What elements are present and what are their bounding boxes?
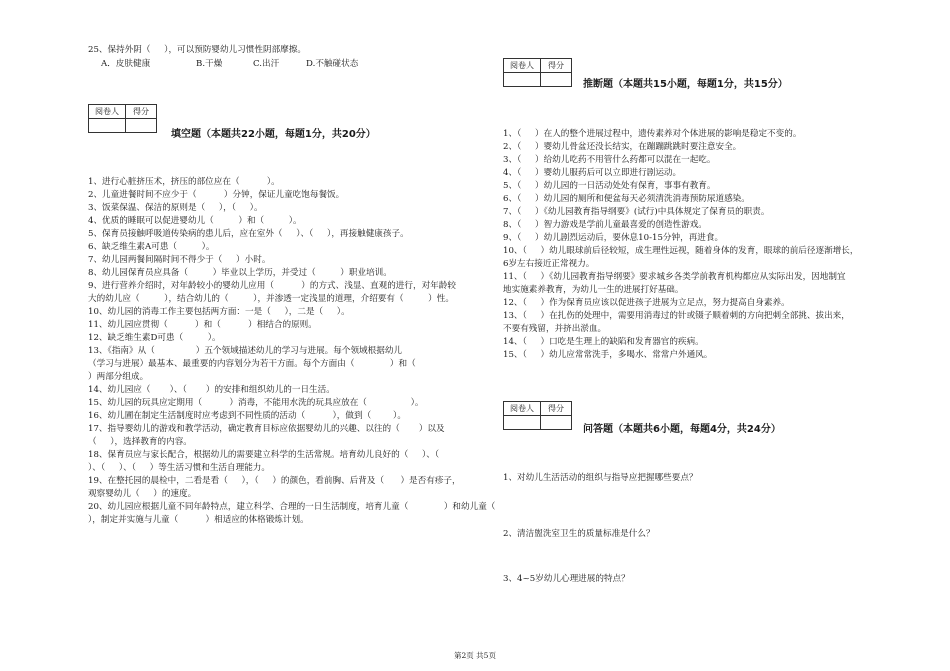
score-cell [126, 119, 157, 133]
q25-option-d: D.不触碰状态 [306, 59, 359, 69]
question-line: 6、（ ）幼儿园的厕所和便盆每天必须清洗消毒预防尿道感染。 [503, 194, 750, 204]
question-line: 观察婴幼儿（ ）的速度。 [88, 489, 197, 499]
qa-score-box [503, 401, 572, 430]
question-line: 6、缺乏维生素A可患（ ）。 [88, 242, 215, 252]
question-line: 5、（ ）幼儿园的一日活动处处有保育，事事有教育。 [503, 181, 716, 191]
question-line: 5、保育员接触呼吸道传染病的患儿后，应在室外（ ）、（ ），再接触健康孩子。 [88, 229, 409, 239]
judge-section-title: 推断题（本题共15小题，每题1分，共15分） [583, 79, 788, 90]
question-line: 11、（ ）《幼儿园教育指导纲要》要求城乡各类学前教育机构都应从实际出发，因地制宜 [503, 272, 846, 282]
judge-question-list [503, 128, 915, 362]
qa-question-3: 3、4~5岁幼儿心理进展的特点？ [503, 574, 630, 584]
question-line: 3、（ ）给幼儿吃药不用管什么药都可以混在一起吃。 [503, 155, 716, 165]
question-line: 17、指导婴幼儿的游戏和教学活动，确定教育目标应依据婴幼儿的兴趣、以往的（ ）以及 [88, 424, 445, 434]
question-line: 9、（ ）幼儿剧烈运动后，要休息10-15分钟，再进食。 [503, 233, 724, 243]
question-line: 1、（ ）在人的整个进展过程中，遗传素养对个体进展的影响是稳定不变的。 [503, 129, 802, 139]
q25-option-c: C.出汗 [253, 59, 280, 69]
question-line: 20、幼儿园应根据儿童不同年龄特点，建立科学、合理的一日生活制度，培育儿童（ ）和幼儿童（ [88, 502, 496, 512]
question-line: 13、《指南》从（ ）五个领域描述幼儿的学习与进展。每个领域根据幼儿 [88, 346, 403, 356]
score-label: 得分 [541, 59, 572, 73]
judge-score-box [503, 58, 572, 87]
score-label: 得分 [541, 402, 572, 416]
question-line: 11、幼儿园应贯彻（ ）和（ ）相结合的原则。 [88, 320, 317, 330]
qa-question-2: 2、清洁盥洗室卫生的质量标准是什么？ [503, 529, 655, 539]
fill-score-box [88, 104, 157, 133]
question-line: 15、（ ）幼儿应常常洗手，多喝水、常常户外通风。 [503, 350, 713, 360]
page-footer: 第2页 共5页 [454, 651, 496, 660]
qa-section-title: 问答题（本题共6小题，每题4分，共24分） [583, 424, 781, 435]
question-line: 不要有残留，并挤出淤血。 [503, 324, 607, 334]
question-line: 8、（ ）智力游戏是学前儿童最喜爱的创造性游戏。 [503, 220, 707, 230]
q25-option-a: A．皮肤健康 [101, 59, 151, 69]
qa-question-1: 1、对幼儿生活活动的组织与指导应把握哪些要点？ [503, 473, 698, 483]
reviewer-label: 阅卷人 [504, 59, 541, 73]
question-line: 15、幼儿园的玩具应定期用（ ）消毒，不能用水洗的玩具应放在（ ）。 [88, 398, 424, 408]
question-line: 大的幼儿应（ ），结合幼儿的（ ），并渗透一定浅显的道理，介绍要有（ ）性。 [88, 294, 454, 304]
question-line: 13、（ ）在扎伤的处理中，需要用消毒过的针或镊子顺着刺的方向把刺全部挑、拔出来， [503, 311, 850, 321]
reviewer-cell [504, 416, 541, 430]
question-line: ）两部分组成。 [88, 372, 149, 382]
question-line: 10、（ ）幼儿眼球前后径较短，成生理性远视，随着身体的发育，眼球的前后径逐渐增长， [503, 246, 859, 256]
score-label: 得分 [126, 105, 157, 119]
fill-section-title: 填空题（本题共22小题，每题1分，共20分） [171, 129, 376, 140]
question-line: ）、（ ）、（ ）等生活习惯和生活自理能力。 [88, 463, 270, 473]
reviewer-label: 阅卷人 [504, 402, 541, 416]
score-cell [541, 416, 572, 430]
question-line: 8、幼儿园保育员应具备（ ）毕业以上学历，并受过（ ）职业培训。 [88, 268, 392, 278]
question-line: 4、（ ）婴幼儿服药后可以立即进行剧运动。 [503, 168, 682, 178]
question-line: 9、进行营养介绍时，对年龄较小的婴幼儿应用（ ）的方式、浅显、直观的进行，对年龄较 [88, 281, 456, 291]
question-line: 2、儿童进餐时间不应少于（ ）分钟，保证儿童吃饱每餐饭。 [88, 190, 345, 200]
q25-stem: 25、保持外阴（ ），可以预防婴幼儿习惯性阴部摩擦。 [88, 45, 306, 55]
reviewer-cell [504, 73, 541, 87]
fill-question-list [88, 176, 500, 527]
question-line: 14、（ ）口吃是生理上的缺陷和发育器官的疾病。 [503, 337, 704, 347]
question-line: 12、（ ）作为保育员应该以促进孩子进展为立足点，努力提高自身素养。 [503, 298, 790, 308]
reviewer-label: 阅卷人 [89, 105, 126, 119]
reviewer-cell [89, 119, 126, 133]
question-line: 2、（ ）婴幼儿骨盆还没长结实，在蹦蹦跳跳时要注意安全。 [503, 142, 742, 152]
question-line: 12、缺乏维生素D可患（ ）。 [88, 333, 221, 343]
question-line: （ ），选择教育的内容。 [88, 437, 192, 447]
question-line: 6岁左右接近正常视力。 [503, 259, 595, 269]
question-line: 10、幼儿园的消毒工作主要包括两方面：一是（ ），二是（ ）。 [88, 307, 350, 317]
question-line: 16、幼儿圃在制定生活制度时应考虑到不同性质的活动（ ），做到（ ）。 [88, 411, 406, 421]
question-line: 地实施素养教育，为幼儿一生的进展打好基础。 [503, 285, 684, 295]
question-line: 4、优质的睡眠可以促进婴幼儿（ ）和（ ）。 [88, 216, 302, 226]
question-line: 7、（ ）《幼儿园教育指导纲要》(试行)中具体规定了保育员的职责。 [503, 207, 770, 217]
question-line: 7、幼儿园两餐间隔时间不得少于（ ）小时。 [88, 255, 271, 265]
question-line: 18、保育员应与家长配合，根据幼儿的需要建立科学的生活常规。培育幼儿良好的（ ）、（ [88, 450, 440, 460]
q25-option-b: B.干燥 [196, 59, 223, 69]
question-line: ），制定并实施与儿童（ ）相适应的体格锻炼计划。 [88, 515, 309, 525]
question-line: 3、饭菜保温、保洁的原则是（ ），（ ）。 [88, 203, 263, 213]
score-cell [541, 73, 572, 87]
question-line: （学习与进展）最基本、最重要的内容划分为若干方面。每个方面由（ ）和（ [88, 359, 416, 369]
question-line: 19、在整托园的晨检中，二看是看（ ），（ ）的颜色，看前胸、后背及（ ）是否有疹子， [88, 476, 461, 486]
question-line: 1、进行心脏挤压术，挤压的部位应在（ ）。 [88, 177, 280, 187]
question-line: 14、幼儿园应（ ）、（ ）的安排和组织幼儿的一日生活。 [88, 385, 335, 395]
